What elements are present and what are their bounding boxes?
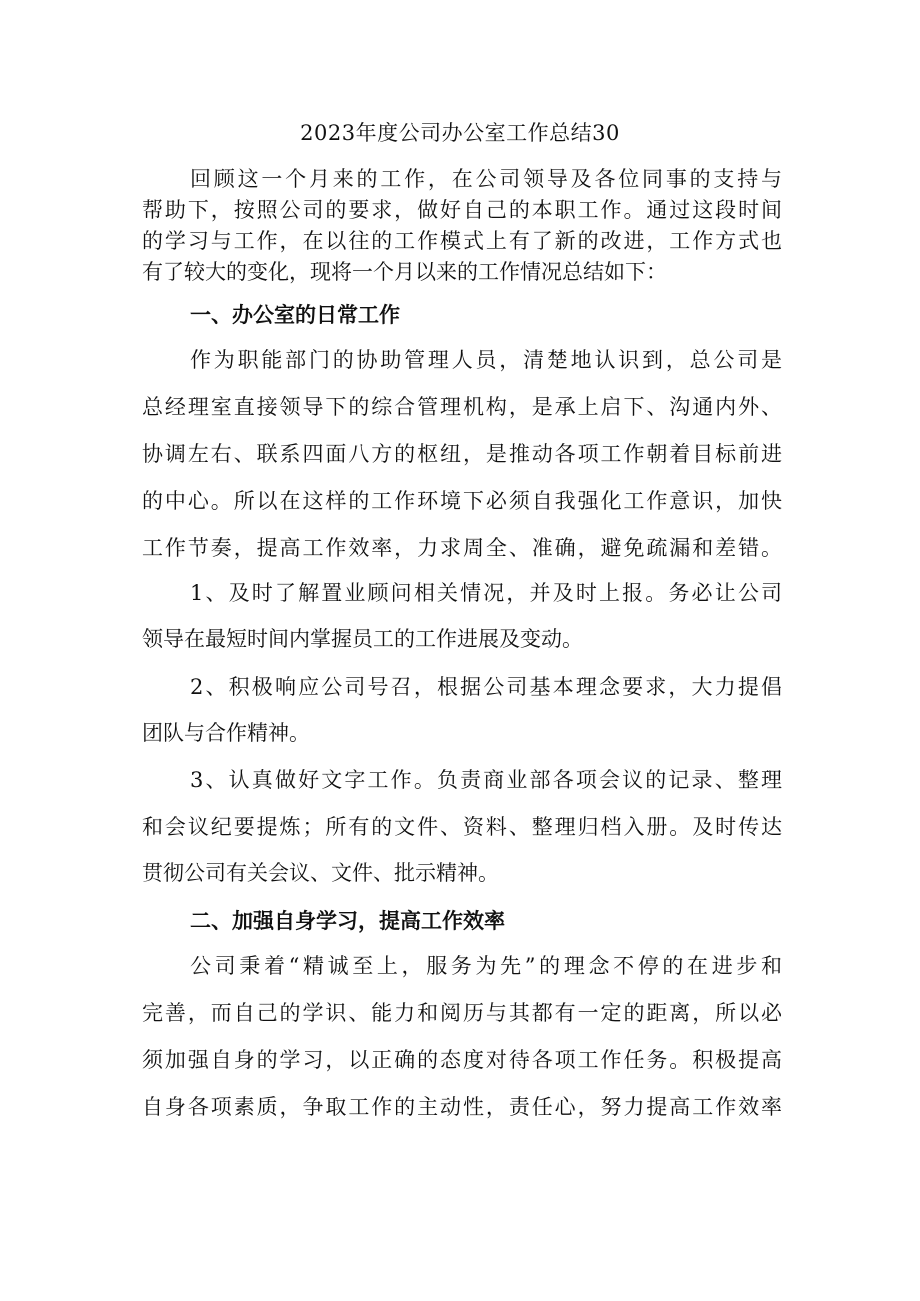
list-item-3-line: 贯彻公司有关会议、文件、批示精神。 [142,861,499,885]
section-heading-1: 一、办公室的日常工作 [190,302,400,327]
list-item-3-line: 3、认真做好文字工作。负责商业部各项会议的记录、整理 [190,768,782,792]
paragraph-line: 自身各项素质，争取工作的主动性，责任心，努力提高工作效率 [142,1095,782,1119]
list-item-3-line: 和会议纪要提炼；所有的文件、资料、整理归档入册。及时传达 [142,815,782,839]
paragraph-line: 完善，而自己的学识、能力和阅历与其都有一定的距离，所以必 [142,1001,782,1025]
intro-line: 有了较大的变化，现将一个月以来的工作情况总结如下： [142,260,667,284]
paragraph-line: 作为职能部门的协助管理人员，清楚地认识到，总公司是 [190,348,782,372]
paragraph-line: 协调左右、联系四面八方的枢纽，是推动各项工作朝着目标前进 [142,442,782,466]
list-item-2-line: 团队与合作精神。 [142,721,310,745]
list-item-1-line: 领导在最短时间内掌握员工的工作进展及变动。 [142,627,583,651]
paragraph-line: 总经理室直接领导下的综合管理机构，是承上启下、沟通内外、 [142,395,782,419]
document-title: 2023年度公司办公室工作总结30 [300,121,620,145]
list-item-1-line: 1、及时了解置业顾问相关情况，并及时上报。务必让公司 [190,581,782,605]
list-item-2-line: 2、积极响应公司号召，根据公司基本理念要求，大力提倡 [190,675,782,699]
intro-line: 的学习与工作，在以往的工作模式上有了新的改进，工作方式也 [142,229,782,253]
paragraph-line: 的中心。所以在这样的工作环境下必须自我强化工作意识，加快 [142,489,782,513]
intro-line: 帮助下，按照公司的要求，做好自己的本职工作。通过这段时间 [142,198,782,222]
paragraph-line: 须加强自身的学习，以正确的态度对待各项工作任务。积极提高 [142,1048,782,1072]
paragraph-line: 公司秉着“精诚至上，服务为先”的理念不停的在进步和 [190,954,782,978]
paragraph-line: 工作节奏，提高工作效率，力求周全、准确，避免疏漏和差错。 [142,536,782,560]
intro-line: 回顾这一个月来的工作，在公司领导及各位同事的支持与 [190,167,782,191]
section-heading-2: 二、加强自身学习，提高工作效率 [190,908,505,933]
